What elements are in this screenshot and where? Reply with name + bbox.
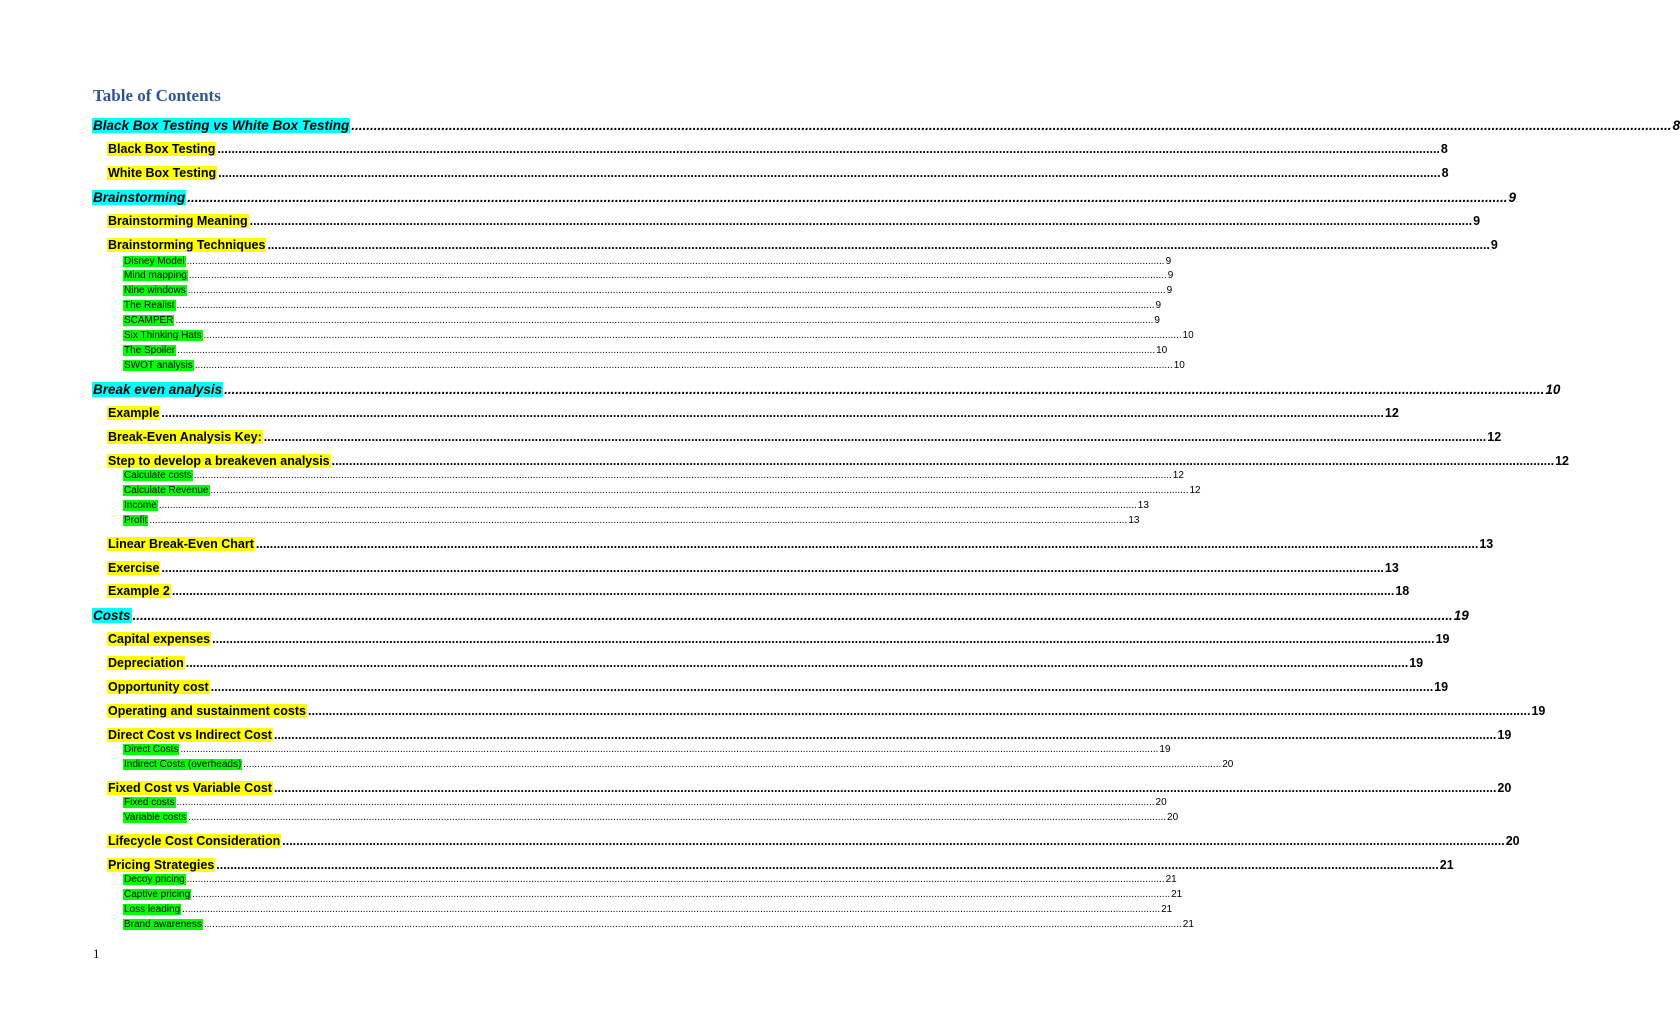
toc-page-number: 13 — [1137, 500, 1149, 511]
toc-page-number: 19 — [1453, 608, 1469, 623]
toc-entry-title: Fixed Cost vs Variable Cost — [108, 781, 272, 795]
toc-dot-leader: ................................................................................................................................................................................................................................................................................................................................................................ — [282, 834, 1505, 848]
toc-entry-title: The Realist — [124, 300, 175, 311]
toc-entry[interactable] — [123, 315, 1160, 328]
toc-entry[interactable] — [123, 270, 1174, 283]
toc-page-number: 9 — [1490, 238, 1498, 252]
toc-entry-title: Capital expenses — [108, 632, 211, 646]
toc-dot-leader: ................................................................................................................................................................................................................................................................................................................................................................ — [176, 300, 1155, 311]
toc-entry[interactable] — [107, 238, 1498, 256]
toc-page-number: 19 — [1531, 704, 1546, 718]
toc-page-number: 12 — [1555, 454, 1569, 468]
toc-entry-title: The Spoiler — [124, 345, 176, 356]
toc-entry-title: Calculate Revenue — [124, 485, 209, 496]
toc-page-number: 19 — [1434, 680, 1449, 694]
toc-dot-leader: ................................................................................................................................................................................................................................................................................................................................................................ — [171, 584, 1395, 598]
toc-entry[interactable] — [92, 190, 1517, 210]
toc-entry-title: Break even analysis — [93, 382, 223, 397]
toc-dot-leader: ................................................................................................................................................................................................................................................................................................................................................................ — [218, 166, 1441, 180]
toc-entry-title: Linear Break-Even Chart — [108, 537, 254, 551]
toc-entry[interactable] — [107, 537, 1494, 555]
toc-title: Table of Contents — [93, 86, 221, 105]
toc-dot-leader: ................................................................................................................................................................................................................................................................................................................................................................ — [255, 537, 1479, 551]
toc-entry-title: Profit — [124, 515, 148, 526]
toc-dot-leader: ................................................................................................................................................................................................................................................................................................................................................................ — [177, 345, 1156, 356]
toc-entry-title: SWOT analysis — [124, 360, 193, 371]
toc-entry[interactable] — [123, 812, 1179, 825]
toc-entry-title: Brand awareness — [124, 919, 202, 930]
toc-page-number: 8 — [1441, 166, 1449, 180]
toc-page-number: 12 — [1172, 470, 1184, 481]
toc-dot-leader: ................................................................................................................................................................................................................................................................................................................................................................ — [224, 382, 1545, 397]
toc-entry-title: Opportunity cost — [108, 680, 209, 694]
toc-dot-leader: ................................................................................................................................................................................................................................................................................................................................................................ — [263, 430, 1487, 444]
toc-entry-title: Depreciation — [108, 656, 184, 670]
toc-page-number: 9 — [1165, 256, 1172, 267]
toc-dot-leader: ................................................................................................................................................................................................................................................................................................................................................................ — [194, 360, 1173, 371]
toc-page-number: 9 — [1154, 315, 1160, 326]
toc-page-number: 9 — [1166, 285, 1173, 296]
toc-entry-title: Brainstorming Techniques — [108, 238, 266, 252]
toc-page-number: 12 — [1384, 406, 1399, 420]
toc-entry[interactable] — [123, 744, 1171, 757]
toc-entry[interactable] — [123, 889, 1183, 902]
toc-entry[interactable] — [123, 904, 1173, 917]
toc-entry-title: Six Thinking Hats — [124, 330, 202, 341]
toc-dot-leader: ................................................................................................................................................................................................................................................................................................................................................................ — [216, 858, 1439, 872]
toc-page-number: 10 — [1156, 345, 1168, 356]
toc-page-number: 10 — [1173, 360, 1185, 371]
toc-page-number: 8 — [1440, 142, 1448, 156]
toc-dot-leader: ................................................................................................................................................................................................................................................................................................................................................................ — [203, 919, 1182, 930]
toc-dot-leader: ................................................................................................................................................................................................................................................................................................................................................................ — [161, 561, 1384, 575]
toc-page-number: 9 — [1167, 270, 1174, 281]
toc-entry[interactable] — [123, 515, 1140, 528]
toc-dot-leader: ................................................................................................................................................................................................................................................................................................................................................................ — [243, 759, 1222, 770]
toc-entry-title: Direct Cost vs Indirect Cost — [108, 728, 272, 742]
toc-dot-leader: ................................................................................................................................................................................................................................................................................................................................................................ — [210, 485, 1189, 496]
toc-page-number: 9 — [1473, 214, 1481, 228]
toc-entry[interactable] — [107, 142, 1448, 160]
toc-dot-leader: ................................................................................................................................................................................................................................................................................................................................................................ — [149, 515, 1128, 526]
toc-entry-title: Step to develop a breakeven analysis — [108, 454, 330, 468]
toc-entry-title: Black Box Testing vs White Box Testing — [93, 118, 350, 133]
toc-page-number: 19 — [1159, 744, 1171, 755]
toc-entry-title: Decoy pricing — [124, 874, 185, 885]
toc-page-number: 9 — [1155, 300, 1162, 311]
toc-entry[interactable] — [107, 584, 1410, 602]
toc-entry-title: Loss leading — [124, 904, 181, 915]
toc-dot-leader: ................................................................................................................................................................................................................................................................................................................................................................ — [210, 680, 1434, 694]
toc-entry[interactable] — [107, 656, 1424, 674]
toc-entry[interactable] — [92, 382, 1561, 402]
toc-page-number: 13 — [1128, 515, 1140, 526]
toc-page-number: 12 — [1189, 485, 1201, 496]
toc-entry[interactable] — [123, 874, 1177, 887]
toc-page-number: 19 — [1435, 632, 1450, 646]
toc-dot-leader: ................................................................................................................................................................................................................................................................................................................................................................ — [307, 704, 1531, 718]
toc-page-number: 13 — [1384, 561, 1399, 575]
toc-page-number: 19 — [1497, 728, 1512, 742]
toc-entry[interactable] — [107, 632, 1450, 650]
toc-dot-leader: ................................................................................................................................................................................................................................................................................................................................................................ — [175, 315, 1154, 326]
toc-entry-title: Exercise — [108, 561, 160, 575]
toc-dot-leader: ................................................................................................................................................................................................................................................................................................................................................................ — [186, 256, 1165, 267]
toc-entry[interactable] — [123, 470, 1184, 483]
toc-dot-leader: ................................................................................................................................................................................................................................................................................................................................................................ — [188, 270, 1167, 281]
toc-entry-title: Direct Costs — [124, 744, 179, 755]
toc-dot-leader: ................................................................................................................................................................................................................................................................................................................................................................ — [176, 797, 1155, 808]
toc-page-number: 21 — [1165, 874, 1177, 885]
toc-entry-title: Brainstorming — [93, 190, 186, 205]
toc-entry-title: Brainstorming Meaning — [108, 214, 248, 228]
toc-page-number: 21 — [1182, 919, 1194, 930]
toc-dot-leader: ................................................................................................................................................................................................................................................................................................................................................................ — [331, 454, 1555, 468]
toc-entry-title: Pricing Strategies — [108, 858, 215, 872]
toc-entry[interactable] — [107, 704, 1546, 722]
toc-page-number: 19 — [1409, 656, 1424, 670]
toc-entry[interactable] — [92, 118, 1680, 138]
toc-entry[interactable] — [107, 166, 1449, 184]
toc-page-number: 21 — [1171, 889, 1183, 900]
toc-entry-title: Lifecycle Cost Consideration — [108, 834, 281, 848]
toc-dot-leader: ................................................................................................................................................................................................................................................................................................................................................................ — [273, 781, 1497, 795]
toc-entry[interactable] — [123, 500, 1149, 513]
toc-entry[interactable] — [107, 214, 1481, 232]
toc-dot-leader: ................................................................................................................................................................................................................................................................................................................................................................ — [188, 812, 1167, 823]
toc-entry[interactable] — [123, 285, 1173, 298]
toc-entry-title: SCAMPER — [124, 315, 174, 326]
toc-entry[interactable] — [123, 360, 1185, 373]
toc-dot-leader: ................................................................................................................................................................................................................................................................................................................................................................ — [180, 744, 1159, 755]
toc-page-number: 9 — [1508, 190, 1517, 205]
toc-entry-title: Example 2 — [108, 584, 170, 598]
toc-page-number: 10 — [1182, 330, 1194, 341]
toc-entry-title: Operating and sustainment costs — [108, 704, 306, 718]
toc-page-number: 18 — [1395, 584, 1410, 598]
toc-entry[interactable] — [123, 345, 1168, 358]
toc-dot-leader: ................................................................................................................................................................................................................................................................................................................................................................ — [186, 874, 1165, 885]
toc-dot-leader: ................................................................................................................................................................................................................................................................................................................................................................ — [203, 330, 1182, 341]
toc-entry[interactable] — [92, 608, 1469, 628]
toc-dot-leader: ................................................................................................................................................................................................................................................................................................................................................................ — [267, 238, 1490, 252]
toc-dot-leader: ................................................................................................................................................................................................................................................................................................................................................................ — [158, 500, 1137, 511]
toc-entry-title: Calculate costs — [124, 470, 192, 481]
page-number: 1 — [93, 946, 100, 961]
toc-dot-leader: ................................................................................................................................................................................................................................................................................................................................................................ — [217, 142, 1440, 156]
toc-page-number: 21 — [1161, 904, 1173, 915]
toc-page-number: 13 — [1479, 537, 1494, 551]
toc-entry[interactable] — [123, 485, 1201, 498]
toc-entry[interactable] — [107, 561, 1399, 579]
toc-entry-title: Costs — [93, 608, 131, 623]
toc-entry-title: Black Box Testing — [108, 142, 216, 156]
toc-dot-leader: ................................................................................................................................................................................................................................................................................................................................................................ — [193, 470, 1172, 481]
toc-entry[interactable] — [107, 430, 1502, 448]
toc-entry[interactable] — [123, 330, 1194, 343]
toc-entry-title: Example — [108, 406, 160, 420]
toc-dot-leader: ................................................................................................................................................................................................................................................................................................................................................................ — [192, 889, 1171, 900]
toc-dot-leader: ................................................................................................................................................................................................................................................................................................................................................................ — [161, 406, 1384, 420]
toc-dot-leader: ................................................................................................................................................................................................................................................................................................................................................................ — [273, 728, 1497, 742]
toc-entry-title: White Box Testing — [108, 166, 217, 180]
toc-entry[interactable] — [123, 759, 1234, 772]
toc-page-number: 20 — [1497, 781, 1512, 795]
toc-entry-title: Mind mapping — [124, 270, 187, 281]
toc-entry-title: Captive pricing — [124, 889, 191, 900]
toc-entry-title: Fixed costs — [124, 797, 175, 808]
toc-entry-title: Disney Model — [124, 256, 185, 267]
toc-dot-leader: ................................................................................................................................................................................................................................................................................................................................................................ — [212, 632, 1435, 646]
toc-page-number: 20 — [1167, 812, 1179, 823]
toc-page-number: 20 — [1222, 759, 1234, 770]
toc-page-number: 21 — [1439, 858, 1454, 872]
toc-dot-leader: ................................................................................................................................................................................................................................................................................................................................................................ — [187, 190, 1508, 205]
toc-entry[interactable] — [123, 797, 1167, 810]
toc-page-number: 20 — [1505, 834, 1520, 848]
toc-page-number: 12 — [1487, 430, 1502, 444]
toc-entry[interactable] — [107, 680, 1449, 698]
toc-entry[interactable] — [123, 300, 1162, 313]
toc-entry[interactable] — [107, 406, 1399, 424]
toc-entry-title: Break-Even Analysis Key: — [108, 430, 262, 444]
toc-entry[interactable] — [123, 256, 1172, 269]
toc-entry[interactable] — [107, 834, 1520, 852]
toc-entry-title: Nine windows — [124, 285, 186, 296]
toc-page-number: 20 — [1155, 797, 1167, 808]
toc-page-number: 10 — [1545, 382, 1561, 397]
toc-page-number: 8 — [1672, 118, 1680, 133]
toc-dot-leader: ................................................................................................................................................................................................................................................................................................................................................................ — [132, 608, 1453, 623]
toc-dot-leader: ................................................................................................................................................................................................................................................................................................................................................................ — [249, 214, 1473, 228]
toc-dot-leader: ................................................................................................................................................................................................................................................................................................................................................................ — [185, 656, 1409, 670]
toc-dot-leader: ................................................................................................................................................................................................................................................................................................................................................................ — [182, 904, 1161, 915]
toc-entry[interactable] — [123, 919, 1194, 932]
toc-dot-leader: ................................................................................................................................................................................................................................................................................................................................................................ — [351, 118, 1672, 133]
toc-entry-title: Income — [124, 500, 157, 511]
toc-entry-title: Variable costs — [124, 812, 187, 823]
toc-entry-title: Indirect Costs (overheads) — [124, 759, 242, 770]
toc-dot-leader: ................................................................................................................................................................................................................................................................................................................................................................ — [187, 285, 1166, 296]
